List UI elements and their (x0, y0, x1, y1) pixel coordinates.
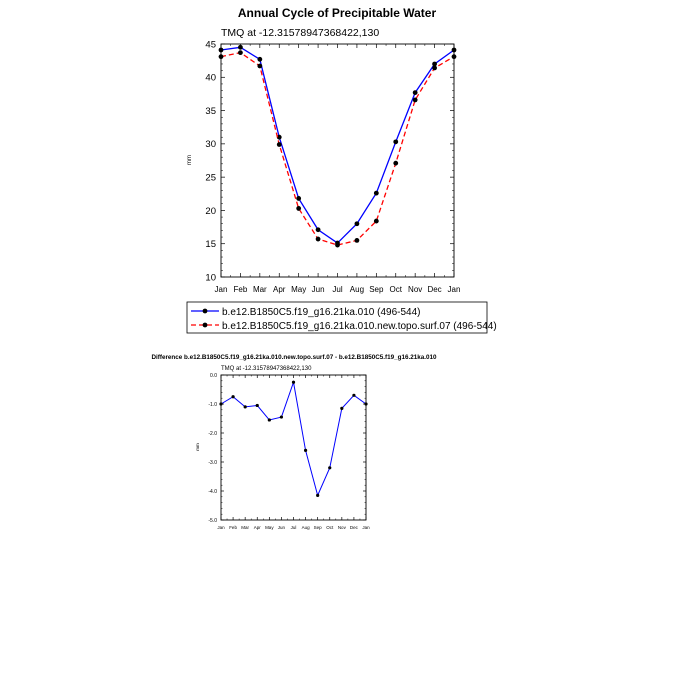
chart1-y-tick-label: 45 (205, 39, 216, 51)
chart2-y-tick-label: 0.0 (210, 372, 217, 379)
chart1-series-1-line (221, 47, 454, 243)
chart1-series-1-point (355, 221, 360, 226)
chart1-x-tick-label: Sep (369, 285, 384, 294)
chart2-series-1-point (340, 407, 343, 410)
chart2-plot-frame (221, 375, 366, 520)
chart2-x-tick-label: Apr (253, 525, 261, 530)
legend-label-series-2: b.e12.B1850C5.f19_g16.21ka.010.new.topo.surf.07 (496-544) (222, 321, 497, 332)
chart1-series-2-point (277, 142, 282, 147)
chart2-series-1-point (256, 404, 259, 407)
chart1-series-2-point (393, 161, 398, 166)
chart1-series-1-point (219, 48, 224, 53)
chart1-series-1-point (452, 48, 457, 53)
chart1-series-2-point (355, 238, 360, 243)
chart2-y-axis-label: mm (195, 443, 200, 451)
chart1-series-2-point (296, 206, 301, 211)
chart1-x-tick-label: Jul (332, 285, 343, 294)
chart1-y-tick-label: 35 (205, 105, 216, 117)
chart1-series-2-point (238, 50, 243, 55)
chart1-series-2-point (335, 243, 340, 248)
chart1-y-tick-label: 15 (205, 239, 216, 251)
chart2-series-1-point (280, 415, 283, 418)
chart1-series-1-point (316, 227, 321, 232)
chart1-series-2-point (316, 237, 321, 242)
chart2-series-1-point (364, 402, 367, 405)
chart2-x-tick-label: Jan (362, 525, 370, 530)
chart1-x-tick-label: Aug (349, 285, 365, 294)
chart1-series-1-point (238, 45, 243, 50)
chart1-y-axis-label: mm (187, 155, 193, 165)
chart1-x-tick-label: Mar (252, 285, 267, 294)
chart2-x-tick-label: Jun (277, 525, 286, 530)
chart1-series-2-point (219, 54, 224, 59)
chart2-series-1-point (352, 394, 355, 397)
chart1-x-tick-label: May (291, 285, 307, 294)
chart1-series-1-point (374, 191, 379, 196)
chart2-subtitle: TMQ at -12.31578947368422,130 (221, 366, 312, 372)
chart1-x-tick-label: Nov (408, 285, 423, 294)
chart1-y-tick-label: 10 (205, 272, 216, 284)
chart2-series-1-point (231, 395, 234, 398)
legend-marker-series-1 (203, 309, 208, 314)
chart2-series-1-point (328, 466, 331, 469)
chart1-x-tick-label: Jan (447, 285, 461, 294)
chart1-y-tick-label: 40 (205, 72, 216, 84)
chart2-x-tick-label: Dec (349, 525, 358, 530)
chart2-series-1-point (316, 494, 319, 497)
chart2-y-tick-label: -1.0 (208, 401, 217, 408)
chart2-x-tick-label: Aug (301, 525, 310, 530)
chart2-y-tick-label: -5.0 (208, 517, 217, 524)
chart2-x-tick-label: Nov (337, 525, 346, 530)
chart2-series-1-point (292, 381, 295, 384)
chart1-title: Annual Cycle of Precipitable Water (237, 6, 437, 20)
chart2-y-tick-label: -2.0 (208, 430, 217, 437)
legend-label-series-1: b.e12.B1850C5.f19_g16.21ka.010 (496-544) (222, 307, 421, 318)
chart1-series-2-point (257, 64, 262, 69)
legend-marker-series-2 (203, 323, 208, 328)
chart1-x-tick-label: Apr (273, 285, 286, 294)
chart1-y-tick-label: 30 (205, 139, 216, 151)
chart1-x-tick-label: Feb (233, 285, 248, 294)
chart2-series-1-point (304, 449, 307, 452)
chart2-y-tick-label: -3.0 (208, 459, 217, 466)
chart1-series-2-point (413, 98, 418, 103)
chart1-series-2-line (221, 53, 454, 245)
chart2-x-tick-label: Feb (229, 525, 237, 530)
chart2-x-tick-label: Oct (326, 525, 334, 530)
chart2-x-tick-label: Sep (313, 525, 322, 530)
chart1-x-tick-label: Jan (214, 285, 228, 294)
chart2-x-tick-label: Mar (241, 525, 250, 530)
chart1-x-tick-label: Jun (311, 285, 325, 294)
chart1-x-tick-label: Dec (427, 285, 442, 294)
chart1-y-tick-label: 25 (205, 172, 216, 184)
chart1-series-1-point (393, 139, 398, 144)
chart2-series-1-line (221, 382, 366, 495)
chart2-series-1-point (244, 405, 247, 408)
chart1-series-2-point (452, 54, 457, 59)
chart2-title: Difference b.e12.B1850C5.f19_g16.21ka.010.new.topo.surf.07 - b.e12.B1850C5.f19_g16.21ka.010 (151, 354, 437, 361)
chart2-y-tick-label: -4.0 (208, 488, 217, 495)
chart1-x-tick-label: Oct (389, 285, 402, 294)
chart2-x-tick-label: May (265, 525, 274, 530)
chart2-series-1-point (268, 418, 271, 421)
chart1-series-2-point (374, 219, 379, 224)
chart1-y-tick-label: 20 (205, 205, 216, 217)
chart1-series-1-point (257, 57, 262, 62)
chart1-subtitle: TMQ at -12.31578947368422,130 (221, 27, 380, 39)
chart1-series-2-point (432, 66, 437, 71)
chart1-series-1-point (296, 196, 301, 201)
chart1-series-1-point (413, 90, 418, 95)
chart2-series-1-point (219, 402, 222, 405)
chart2-x-tick-label: Jan (217, 525, 225, 530)
chart2-x-tick-label: Jul (290, 525, 297, 530)
